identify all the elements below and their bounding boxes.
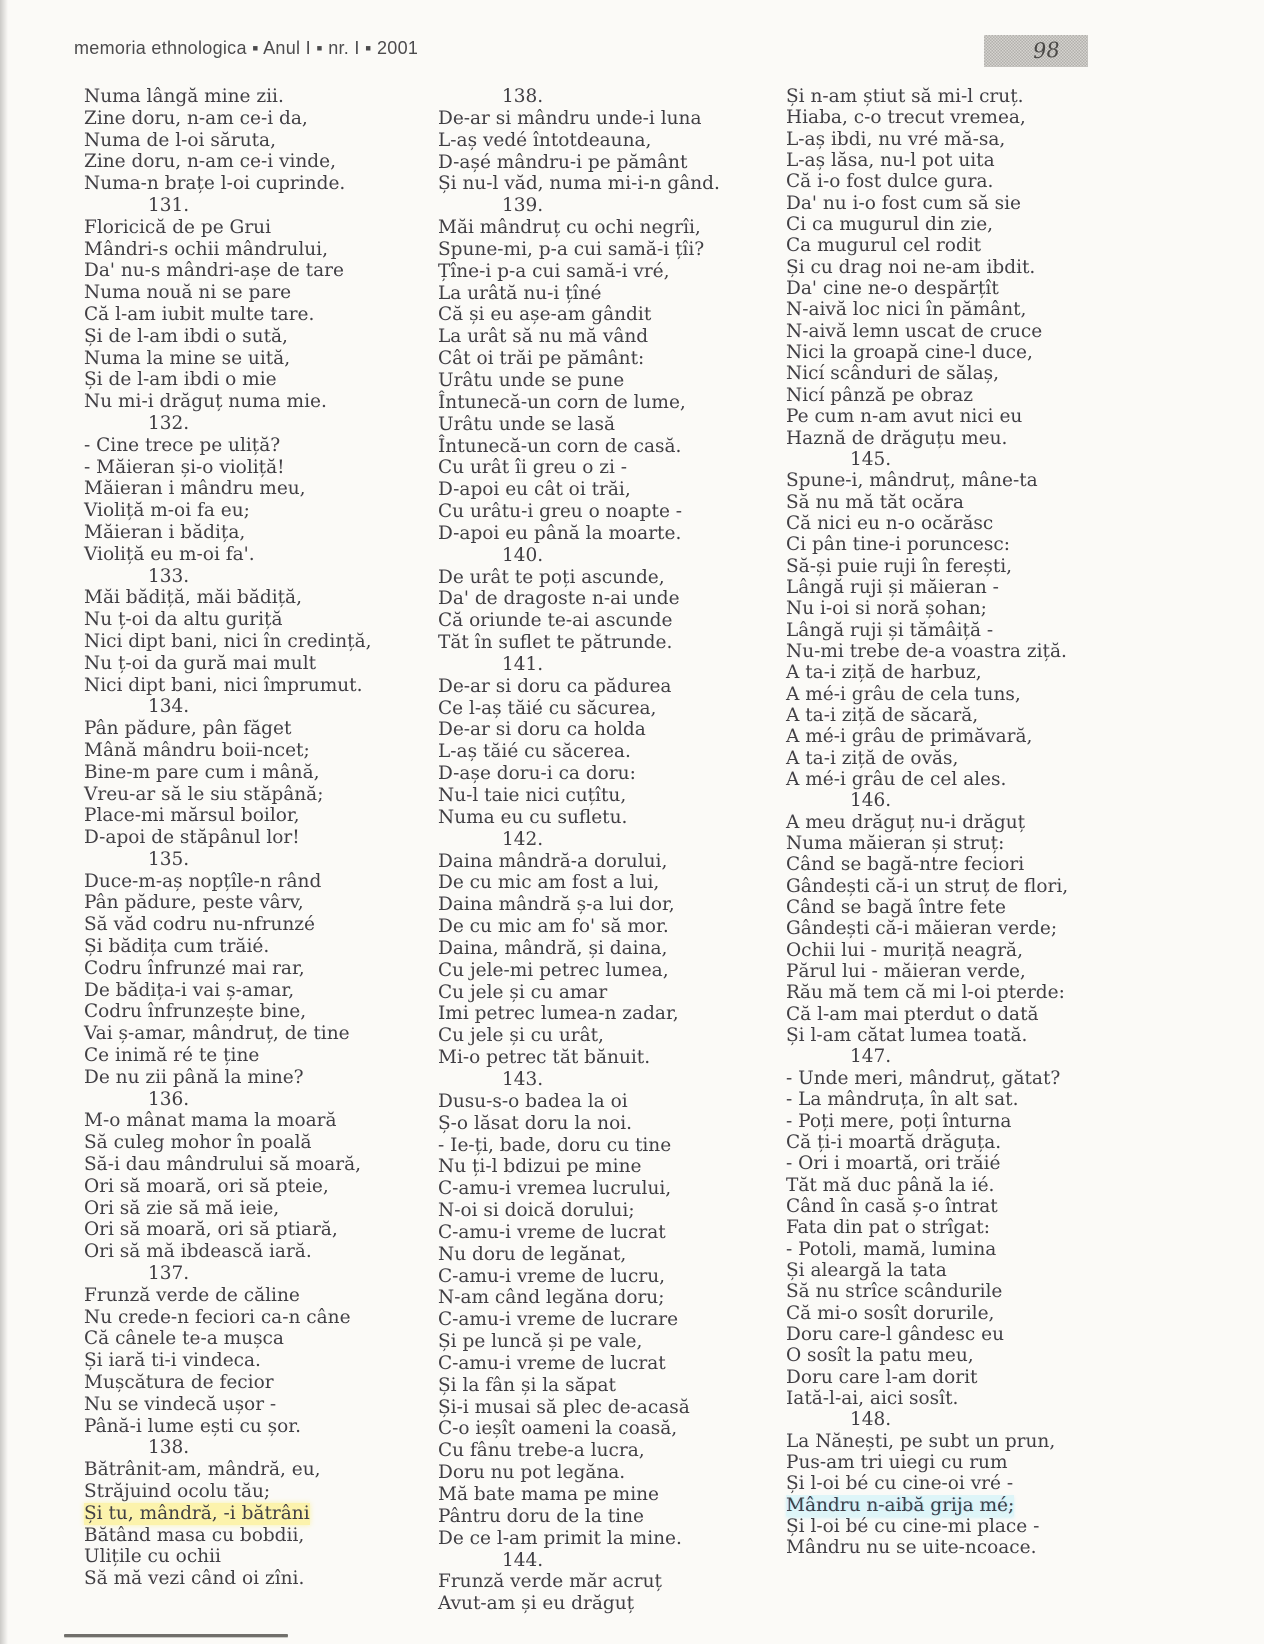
verse-line: L-aș tăié cu săcerea. — [438, 741, 631, 763]
verse-line: - La mândruța, în alt sat. — [786, 1089, 1019, 1111]
verse-line: De bădița-i vai ș-amar, — [84, 979, 295, 1001]
verse-line: Daina, mândră, și daina, — [438, 937, 668, 959]
verse-line: Și pe luncă și pe vale, — [438, 1331, 643, 1353]
verse-line: Străjuind ocolu tău; — [84, 1481, 271, 1502]
verse-line: D-apoi de stăpânul lor! — [84, 827, 300, 849]
verse-line: De urât te poți ascunde, — [438, 566, 665, 588]
verse-line: Gândești că-i măieran verde; — [786, 918, 1058, 940]
verse-line: Și l-am cătat lumea toată. — [786, 1025, 1028, 1047]
verse-line: Că și eu așe-am gândit — [438, 304, 652, 326]
verse-line: Numa de l-oi săruta, — [84, 129, 276, 151]
verse-line: Ș-o lăsat doru la noi. — [438, 1112, 633, 1134]
verse-number: 137. — [148, 1263, 190, 1285]
verse-number: 135. — [148, 848, 190, 870]
verse-line: Întunecă-un corn de lume, — [438, 391, 686, 413]
verse-line: Spune-mi, p-a cui samă-i țîi? — [438, 238, 705, 260]
verse-number: 138. — [148, 1437, 190, 1459]
verse-line: D-apoi eu cât oi trăi, — [438, 479, 631, 501]
verse-line: Și de l-am ibdi o mie — [84, 369, 277, 391]
verse-line: Să culeg mohor în poală — [84, 1132, 312, 1154]
verse-number: 142. — [502, 828, 544, 850]
verse-line: Cu urâtu-i greu o noapte - — [438, 501, 683, 523]
verse-line: Pus-am tri uiegi cu rum — [786, 1452, 1008, 1473]
verse-number: 134. — [148, 696, 190, 718]
verse-line: Părul lui - măieran verde, — [786, 961, 1026, 983]
verse-number: 136. — [148, 1088, 190, 1110]
verse-line: Urâtu unde se lasă — [438, 413, 615, 435]
verse-line: Imi petrec lumea-n zadar, — [438, 1003, 679, 1025]
verse-line: Doru nu pot legăna. — [438, 1462, 626, 1484]
verse-line: Cu urât îi greu o zi - — [438, 457, 628, 479]
verse-line: L-aș vedé întotdeauna, — [438, 129, 652, 151]
verse-line: Zine doru, n-am ce-i da, — [84, 107, 308, 129]
verse-line: Țîne-i p-a cui samă-i vré, — [438, 260, 670, 282]
verse-line: Numa lângă mine zii. — [84, 86, 284, 107]
verse-line: De nu zii până la mine? — [84, 1066, 304, 1088]
verse-line: Nu-l taie nici cuțîtu, — [438, 785, 627, 806]
verse-line: Că ți-i moartă drăguța. — [786, 1131, 1002, 1153]
verse-line: Rău mă tem că mi l-oi pterde: — [786, 982, 1065, 1004]
verse-line: Nu i-oi si noră șohan; — [786, 598, 987, 620]
verse-line: Frunză verde de căline — [84, 1284, 300, 1306]
verse-line: - Cine trece pe uliță? — [84, 434, 281, 456]
verse-line: De-ar si mândru unde-i luna — [438, 107, 702, 129]
verse-line: Mi-o petrec tăt bănuit. — [438, 1047, 651, 1069]
verse-line: Că i-o fost dulce gura. — [786, 171, 994, 193]
verse-line: - Ie-ți, bade, doru cu tine — [438, 1134, 672, 1156]
verse-line: C-amu-i vreme de lucru, — [438, 1265, 666, 1287]
verse-line: A mé-i grâu de cel ales. — [786, 769, 1007, 790]
verse-line: D-așé mândru-i pe pământ — [438, 151, 688, 173]
page-number: 98 — [1032, 37, 1060, 64]
verse-line: Și bădița cum trăié. — [84, 936, 270, 958]
verse-line: Mândru nu se uite-ncoace. — [786, 1537, 1037, 1559]
verse-line: Tăt în suflet te pătrunde. — [438, 632, 673, 654]
verse-line: Bine-m pare cum i mână, — [84, 761, 320, 783]
verse-line: Cu jele și cu urât, — [438, 1025, 604, 1047]
verse-line: Numa eu cu sufletu. — [438, 806, 628, 828]
verse-number: 144. — [502, 1549, 544, 1571]
verse-line: - Ori i moartă, ori trăié — [786, 1153, 1001, 1175]
verse-line: Că cânele te-a mușca — [84, 1328, 284, 1350]
verse-line: Da' nu i-o fost cum să sie — [786, 192, 1021, 214]
verse-line: Când se bagă-ntre feciori — [786, 854, 1025, 876]
verse-line: Ori să mă ibdească iară. — [84, 1241, 312, 1263]
verse-line: Mă bate mama pe mine — [438, 1484, 660, 1505]
verse-line: Vai ș-amar, mândruț, de tine — [84, 1023, 350, 1045]
verse-line: Nici dipt bani, nici împrumut. — [84, 674, 363, 696]
verse-line: A ta-i ziță de harbuz, — [786, 662, 982, 684]
verse-line: Lângă ruji și tămâiță - — [786, 619, 994, 641]
verse-line: A ta-i ziță de săcară, — [786, 704, 979, 726]
verse-line: Cu jele-mi petrec lumea, — [438, 959, 669, 981]
verse-number: 140. — [502, 544, 544, 566]
verse-line: M-o mânat mama la moară — [84, 1110, 337, 1132]
verse-line: Și l-oi bé cu cine-oi vré - — [786, 1473, 1014, 1495]
verse-line: Nu ț-oi da gură mai mult — [84, 652, 317, 674]
verse-line: Pe cum n-am avut nici eu — [786, 406, 1023, 428]
verse-line: Urâtu unde se pune — [438, 369, 625, 391]
verse-line: Bătrânit-am, mândră, eu, — [84, 1459, 321, 1481]
verse-line: Întunecă-un corn de casă. — [438, 435, 682, 457]
verse-line: Avut-am și eu drăguț — [438, 1593, 635, 1615]
verse-line: Când în casă ș-o întrat — [786, 1195, 998, 1217]
verse-line: Ulițile cu ochii — [84, 1546, 221, 1568]
verse-number: 132. — [148, 412, 190, 434]
verse-line: Mândri-s ochii mândrului, — [84, 238, 328, 260]
verse-line: N-aivă loc nici în pământ, — [786, 299, 1027, 321]
verse-line: Nu mi-i drăguț numa mie. — [84, 391, 327, 413]
verse-line: Nu-mi trebe de-a voastra ziță. — [786, 640, 1067, 662]
verse-number: 148. — [850, 1409, 892, 1431]
verse-line: De-ar si doru ca holda — [438, 719, 646, 741]
verse-line: - Măieran și-o violiță! — [84, 456, 285, 478]
verse-line: - Potoli, mamă, lumina — [786, 1238, 997, 1260]
verse-line: Zine doru, n-am ce-i vinde, — [84, 151, 336, 173]
verse-line: Codru înfrunzește bine, — [84, 1001, 307, 1023]
verse-line: O sosît la patu meu, — [786, 1345, 974, 1367]
verse-line: Când se bagă între fete — [786, 897, 1006, 919]
verse-number: 143. — [502, 1068, 544, 1090]
verse-line: Și de l-am ibdi o sută, — [84, 325, 288, 347]
verse-line: N-am când legăna doru; — [438, 1287, 665, 1309]
verse-line: N-oi si doică dorului; — [438, 1200, 635, 1222]
verse-line: Ori să zie să mă ieie, — [84, 1197, 280, 1219]
verse-line: Gândești că-i un struț de flori, — [786, 875, 1069, 897]
verse-number: 146. — [850, 790, 892, 812]
verse-line: La Nănești, pe subt un prun, — [786, 1430, 1056, 1452]
poem-column-3 — [786, 86, 1126, 1559]
verse-line: Doru care l-am dorit — [786, 1366, 978, 1388]
verse-line: Și iară ti-i vindeca. — [84, 1350, 261, 1372]
verse-line: Să mă vezi când oi zîni. — [84, 1568, 305, 1590]
verse-line: Ci pân tine-i poruncesc: — [786, 534, 1010, 556]
verse-line: Iată-l-ai, aici sosît. — [786, 1387, 959, 1409]
verse-line: Da' nu-s mândri-așe de tare — [84, 260, 344, 282]
verse-line: C-o ieșît oameni la coasă, — [438, 1418, 678, 1440]
verse-line: Măi bădiță, măi bădiță, — [84, 587, 302, 609]
verse-number: 139. — [502, 195, 544, 217]
verse-line: Doru care-l gândesc eu — [786, 1323, 1005, 1345]
verse-line: C-amu-i vreme de lucrare — [438, 1309, 679, 1331]
verse-line: Și aleargă la tata — [786, 1259, 947, 1281]
verse-line: Daina mândră-a dorului, — [438, 850, 668, 872]
verse-number: 138. — [502, 86, 544, 107]
verse-line: Pân pădure, pân făget — [84, 718, 292, 740]
verse-line: A mé-i grâu de cela tuns, — [786, 683, 1021, 705]
verse-line: L-aș lăsa, nu-l pot uita — [786, 150, 995, 172]
verse-line: Să văd codru nu-nfrunzé — [84, 914, 315, 936]
verse-line: Nu ț-oi da altu guriță — [84, 609, 283, 631]
verse-line: Pân pădure, peste vârv, — [84, 892, 304, 914]
verse-line: - Poți mere, poți înturna — [786, 1110, 1012, 1132]
verse-line: Că nici eu n-o ocărăsc — [786, 512, 994, 534]
verse-line: Și-i musai să plec de-acasă — [438, 1396, 690, 1418]
verse-line: - Unde meri, mândruț, gătat? — [786, 1067, 1061, 1089]
verse-line: Numa măieran și struț: — [786, 833, 1005, 855]
poem-column-2 — [438, 86, 778, 1615]
verse-line: Nu doru de legănat, — [438, 1243, 627, 1265]
verse-line: Că l-am mai pterdut o dată — [786, 1003, 1039, 1025]
verse-line: Cu fânu trebe-a lucra, — [438, 1440, 645, 1462]
verse-line: Nicí scânduri de sălaș, — [786, 363, 999, 385]
verse-line: Și tu, mândră, -i bătrâni — [84, 1502, 310, 1524]
verse-line: Să-și puie ruji în ferești, — [786, 555, 1013, 577]
verse-line: De-ar si doru ca pădurea — [438, 675, 672, 697]
verse-line: Vreu-ar să le siu stăpână; — [84, 783, 324, 805]
verse-line: D-apoi eu până la moarte. — [438, 522, 682, 544]
verse-line: Ca mugurul cel rodit — [786, 235, 982, 257]
verse-line: Măi mândruț cu ochi negrîi, — [438, 217, 701, 239]
journal-header: memoria ethnologica ▪ Anul I ▪ nr. I ▪ 2001 — [74, 38, 419, 58]
verse-line: Cât oi trăi pe pământ: — [438, 348, 645, 370]
verse-line: Daina mândră ș-a lui dor, — [438, 894, 675, 916]
verse-line: De cu mic am fost a lui, — [438, 872, 660, 894]
verse-line: Spune-i, mândruț, mâne-ta — [786, 470, 1038, 492]
verse-line: Ori să moară, ori să ptiară, — [84, 1219, 338, 1241]
verse-line: Da' cine ne-o despărțît — [786, 278, 999, 300]
verse-line: La urâtă nu-i țîné — [438, 282, 602, 304]
verse-line: A ta-i ziță de ovăs, — [786, 747, 959, 769]
verse-line: Mână mândru boii-ncet; — [84, 739, 310, 761]
poem-column-1 — [84, 86, 424, 1590]
verse-line: Lângă ruji și măieran - — [786, 576, 999, 598]
verse-line: Nicí pânză pe obraz — [786, 384, 973, 406]
page-number-badge — [984, 35, 1088, 67]
verse-number: 131. — [148, 194, 190, 216]
verse-number: 133. — [148, 565, 190, 587]
verse-line: Numa nouă ni se pare — [84, 282, 292, 304]
verse-line: Numa la mine se uită, — [84, 347, 291, 369]
verse-line: Tăt mă duc până la ié. — [786, 1174, 995, 1196]
verse-line: Că oriunde te-ai ascunde — [438, 610, 673, 632]
verse-line: Și cu drag noi ne-am ibdit. — [786, 256, 1036, 278]
verse-number: 145. — [850, 448, 892, 470]
verse-line: A meu drăguț nu-i drăguț — [786, 811, 1026, 833]
verse-line: Violiță eu m-oi fa'. — [84, 543, 255, 565]
verse-number: 141. — [502, 653, 544, 675]
verse-line: Să nu strîce scândurile — [786, 1281, 1003, 1303]
verse-line: De ce l-am primit la mine. — [438, 1527, 682, 1549]
scan-edge-shadow — [0, 0, 8, 1644]
verse-line: Ce l-aș tăié cu săcurea, — [438, 697, 657, 719]
verse-line: Nici dipt bani, nici în credință, — [84, 630, 372, 652]
verse-line: Că mi-o sosît dorurile, — [786, 1302, 995, 1324]
verse-line: Măieran i mândru meu, — [84, 478, 306, 500]
verse-line: Nici la groapă cine-l duce, — [786, 342, 1033, 364]
verse-line: Să nu mă tăt ocăra — [786, 491, 964, 513]
verse-line: Numa-n brațe l-oi cuprinde. — [84, 173, 346, 195]
verse-line: Bătând masa cu bobdii, — [84, 1524, 305, 1546]
verse-line: N-aivă lemn uscat de cruce — [786, 320, 1043, 342]
verse-line: Duce-m-aș nopțîle-n rând — [84, 870, 322, 892]
verse-line: Mândru n-aibă grija mé; — [786, 1494, 1015, 1516]
verse-number: 147. — [850, 1046, 892, 1068]
verse-line: Până-i lume ești cu șor. — [84, 1415, 301, 1437]
verse-line: Frunză verde măr acruț — [438, 1571, 662, 1593]
verse-line: Să-i dau mândrului să moară, — [84, 1154, 362, 1176]
verse-line: Că l-am iubit multe tare. — [84, 303, 315, 325]
verse-line: Hiaba, c-o trecut vremea, — [786, 107, 1026, 129]
verse-line: Floricică de pe Grui — [84, 216, 271, 238]
verse-line: Și l-oi bé cu cine-mi place - — [786, 1516, 1040, 1538]
verse-line: Dusu-s-o badea la oi — [438, 1090, 628, 1112]
verse-line: Pântru doru de la tine — [438, 1505, 644, 1527]
verse-line: Și nu-l văd, numa mi-i-n gând. — [438, 173, 720, 195]
footnote-rule — [64, 1634, 288, 1637]
verse-line: Haznă de drăguțu meu. — [786, 427, 1008, 449]
verse-line: Mușcătura de fecior — [84, 1372, 274, 1394]
verse-line: Nu ți-l bdizui pe mine — [438, 1156, 642, 1178]
verse-line: Și n-am știut să mi-l cruț. — [786, 86, 1024, 107]
verse-line: Cu jele și cu amar — [438, 981, 608, 1003]
verse-line: Place-mi mărsul boilor, — [84, 805, 300, 827]
verse-line: Nu se vindecă ușor - — [84, 1393, 277, 1415]
verse-line: Nu crede-n feciori ca-n câne — [84, 1306, 351, 1328]
verse-line: Ochii lui - muriță neagră, — [786, 939, 1023, 961]
verse-line: Ci ca mugurul din zie, — [786, 214, 994, 236]
verse-line: Da' de dragoste n-ai unde — [438, 588, 680, 610]
verse-line: C-amu-i vremea lucrului, — [438, 1178, 672, 1200]
verse-line: L-aș ibdi, nu vré mă-sa, — [786, 128, 1006, 150]
verse-line: Și la fân și la săpat — [438, 1374, 616, 1396]
verse-line: La urât să nu mă vând — [438, 326, 649, 348]
verse-line: Ori să moară, ori să pteie, — [84, 1175, 329, 1197]
verse-line: A mé-i grâu de primăvară, — [786, 726, 1033, 748]
verse-line: C-amu-i vreme de lucrat — [438, 1352, 666, 1374]
verse-line: D-așe doru-i ca doru: — [438, 763, 636, 785]
verse-line: Codru înfrunzé mai rar, — [84, 957, 305, 979]
verse-line: Ce inimă ré te ține — [84, 1045, 260, 1067]
verse-line: Violiță m-oi fa eu; — [84, 500, 250, 522]
verse-line: De cu mic am fo' să mor. — [438, 916, 669, 938]
verse-line: C-amu-i vreme de lucrat — [438, 1221, 666, 1243]
verse-line: Fata din pat o strîgat: — [786, 1217, 990, 1239]
verse-line: Măieran i bădița, — [84, 521, 246, 543]
